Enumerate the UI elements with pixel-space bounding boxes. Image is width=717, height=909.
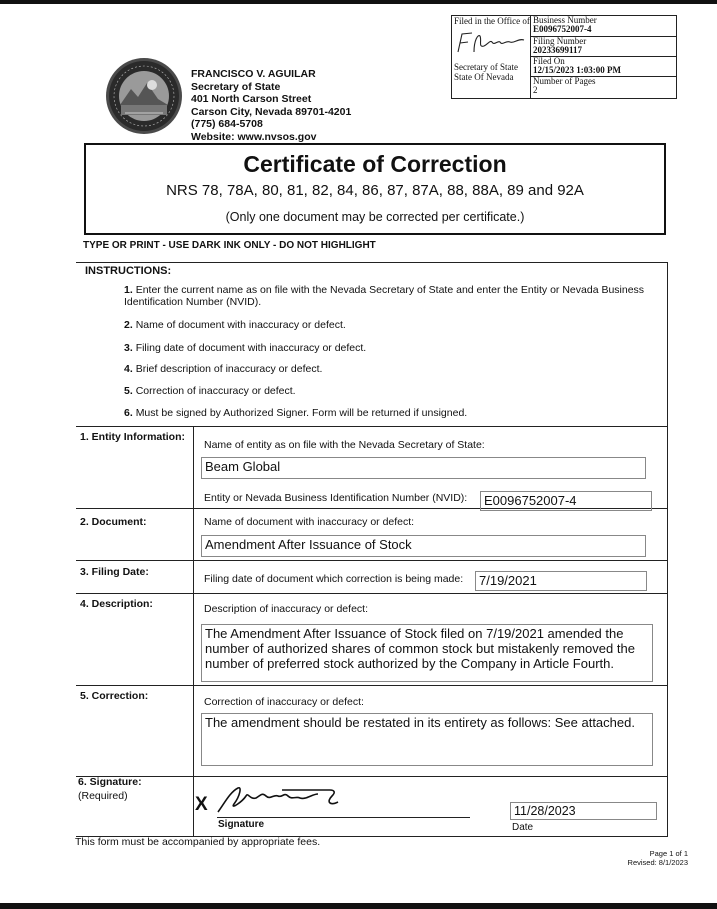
stamp-pages-label: Number of Pages xyxy=(533,76,596,86)
type-print-notice: TYPE OR PRINT - USE DARK INK ONLY - DO NOT HIGHLIGHT xyxy=(83,240,376,251)
instructions-heading: INSTRUCTIONS: xyxy=(85,265,172,277)
instruction-text: Enter the current name as on file with the Nevada Secretary of State and enter the Entity or Nevada Business Identification Number (NVID). xyxy=(124,284,645,308)
nvid-field[interactable]: E0096752007-4 xyxy=(480,491,652,511)
correction-field[interactable]: The amendment should be restated in its entirety as follows: See attached. xyxy=(201,713,653,766)
stamp-signature-image xyxy=(454,28,528,58)
row-divider xyxy=(76,426,668,427)
instruction-5 xyxy=(124,385,296,397)
stamp-filing-number-cell xyxy=(531,37,676,57)
office-title: Secretary of State xyxy=(191,80,281,93)
nevada-seal-icon xyxy=(105,57,183,135)
fees-notice: This form must be accompanied by appropriate fees. xyxy=(75,836,321,848)
office-website[interactable]: Website: www.nvsos.gov xyxy=(191,130,317,143)
signature-date-field[interactable]: 11/28/2023 xyxy=(510,802,657,820)
row-divider xyxy=(76,593,668,594)
stamp-filing-number-label: Filing Number xyxy=(533,36,587,46)
stamp-pages: 2 xyxy=(533,85,538,95)
instruction-2 xyxy=(124,319,346,331)
instruction-text: Filing date of document with inaccuracy or defect. xyxy=(135,342,367,354)
description-field[interactable]: The Amendment After Issuance of Stock filed on 7/19/2021 amended the number of authorized shares of common stock but mistakenly removed the number of preferred stock authorized by the Company in Article Fourth. xyxy=(201,624,653,682)
stamp-business-number: E0096752007-4 xyxy=(533,24,592,34)
filing-date-field[interactable]: 7/19/2021 xyxy=(475,571,647,591)
instruction-number: 1. xyxy=(124,284,133,296)
row-divider xyxy=(76,776,668,777)
nvid-label: Entity or Nevada Business Identification Number (NVID): xyxy=(204,492,468,504)
statutes: NRS 78, 78A, 80, 81, 82, 84, 86, 87, 87A, 88, 88A, 89 and 92A xyxy=(166,182,584,199)
instruction-text: Must be signed by Authorized Signer. Form will be returned if unsigned. xyxy=(135,407,468,419)
stamp-filed-on-cell xyxy=(531,57,676,77)
row-divider xyxy=(76,685,668,686)
description-label: Description of inaccuracy or defect: xyxy=(204,603,368,615)
entity-name-label: Name of entity as on file with the Nevada Secretary of State: xyxy=(204,439,485,451)
page-info xyxy=(590,850,688,867)
row-divider xyxy=(76,560,668,561)
document-name-label: Name of document with inaccuracy or defect: xyxy=(204,516,415,528)
instruction-text: Brief description of inaccuracy or defect. xyxy=(135,363,323,375)
page-title: Certificate of Correction xyxy=(243,151,507,177)
instruction-text: Name of document with inaccuracy or defect. xyxy=(135,319,346,331)
stamp-secretary-line2: State Of Nevada xyxy=(454,72,514,82)
description-section-label: 4. Description: xyxy=(80,598,153,610)
instruction-1 xyxy=(124,284,669,308)
top-border xyxy=(0,0,717,4)
office-name: FRANCISCO V. AGUILAR xyxy=(191,68,316,80)
stamp-business-number-cell xyxy=(531,16,676,37)
stamp-filing-number: 20233699117 xyxy=(533,45,583,55)
signature-required-label: (Required) xyxy=(78,790,128,802)
instruction-number: 3. xyxy=(124,342,133,354)
signature-label: Signature xyxy=(218,819,265,830)
signature-image xyxy=(212,782,362,818)
office-phone: (775) 684-5708 xyxy=(191,118,263,130)
office-address1: 401 North Carson Street xyxy=(191,93,312,105)
revised-date: Revised: 8/1/2023 xyxy=(627,857,688,867)
column-divider xyxy=(193,426,194,837)
stamp-filed-in: Filed in the Office of xyxy=(454,16,530,26)
stamp-filed-on: 12/15/2023 1:03:00 PM xyxy=(533,65,621,75)
instruction-3 xyxy=(124,342,366,354)
stamp-business-number-label: Business Number xyxy=(533,15,597,25)
page-number: Page 1 of 1 xyxy=(649,849,688,858)
instruction-number: 2. xyxy=(124,319,133,331)
document-name-field[interactable]: Amendment After Issuance of Stock xyxy=(201,535,646,557)
office-address2: Carson City, Nevada 89701-4201 xyxy=(191,105,352,118)
entity-name-field[interactable]: Beam Global xyxy=(201,457,646,479)
instruction-number: 6. xyxy=(124,407,133,419)
stamp-left-column xyxy=(452,16,531,98)
instruction-6 xyxy=(124,407,467,419)
stamp-right-column xyxy=(531,16,676,98)
correction-section-label: 5. Correction: xyxy=(80,690,149,702)
entity-section-label: 1. Entity Information: xyxy=(80,431,185,443)
instruction-number: 4. xyxy=(124,363,133,375)
filing-date-label: Filing date of document which correction is being made: xyxy=(204,573,464,585)
instruction-number: 5. xyxy=(124,385,133,397)
stamp-filed-on-label: Filed On xyxy=(533,56,565,66)
signature-line xyxy=(217,817,470,818)
stamp-secretary-line1: Secretary of State xyxy=(454,62,518,72)
signature-x-mark: X xyxy=(195,794,208,815)
correction-label: Correction of inaccuracy or defect: xyxy=(204,696,364,708)
stamp-pages-cell xyxy=(531,77,676,98)
filing-date-section-label: 3. Filing Date: xyxy=(80,566,149,578)
bottom-border xyxy=(0,903,717,909)
document-section-label: 2. Document: xyxy=(80,516,147,528)
instruction-4 xyxy=(124,363,322,375)
filing-stamp xyxy=(451,15,677,99)
secretary-of-state-block xyxy=(191,68,351,143)
date-label: Date xyxy=(512,822,534,833)
instruction-text: Correction of inaccuracy or defect. xyxy=(135,385,296,397)
one-document-note: (Only one document may be corrected per certificate.) xyxy=(225,210,525,224)
title-box xyxy=(84,143,666,235)
signature-section-label: 6. Signature: xyxy=(78,776,142,788)
